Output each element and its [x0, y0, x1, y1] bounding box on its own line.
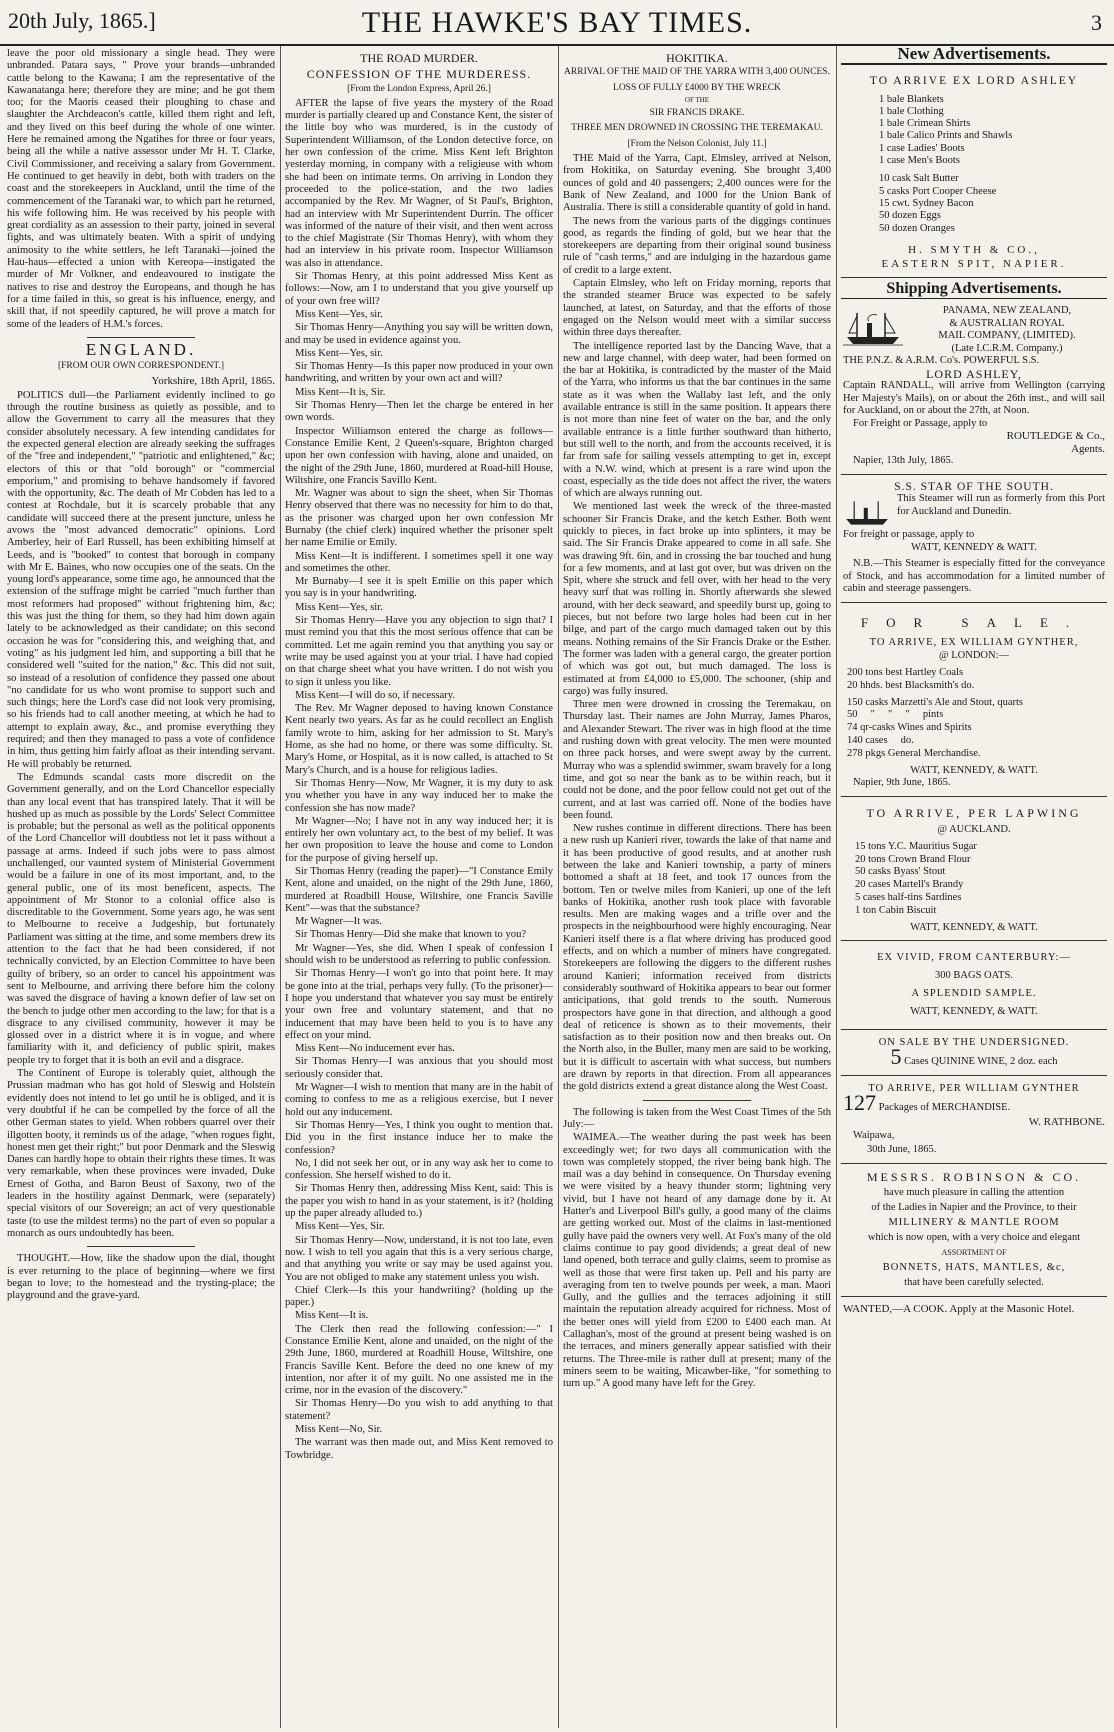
- article-paragraph: Sir Thomas Henry—Now, understand, it is not too late, even now. I wish to tell you again that this is a very serious charge, and that anything you write or say may be used against you. You are not obliged to make any statement unless you wish.: [285, 1234, 553, 1283]
- ad-item: 1 case Ladies' Boots: [879, 142, 965, 154]
- ad-body: Captain RANDALL, will arrive from Wellington (carrying Her Majesty's Mails), on or about the 26th inst., and will sail for Auckland, on or about the 27th, at Noon.: [843, 380, 1105, 417]
- ad-item: 20 tons Crown Brand Flour: [855, 853, 971, 865]
- article-subheading: LOSS OF FULLY £4000 BY THE WRECK: [613, 82, 781, 93]
- column-1: [4, 46, 278, 1728]
- ad-title: S.S. STAR OF THE SOUTH.: [894, 480, 1054, 493]
- ad-line: that have been carefully selected.: [904, 1277, 1044, 1289]
- article-paragraph: Mr Wagner—No; I have not in any way induced her; it is entirely her own voluntary act, to the best of my belief. It was her own proposition to leave the house and come to London for the purpose of giving herself up.: [285, 815, 553, 864]
- column-3: [560, 46, 834, 1728]
- ad-item: 74 qr-casks Wines and Spirits: [847, 722, 972, 734]
- article-paragraph: WAIMEA.—The weather during the past week has been exceedingly wet; for two days all communication with the town was completely stopped, the river being bank high. The mail was a day behind in consequence. On Thursday evening we were visited by a heavy thunder storm; lightning very vivid, but I have not heard of any damage done by it. At Hatter's and Liverpool Bill's gully, a good many of the claims are getting worked out. Most of the claims in last-mentioned gully have paid the owners very well. At Fox's many of the old claims continue to pay good dividends; a great deal of new land opened, both terrace and gully claims, seem to promise as well as those that were first taken up. Pell and his party are averaging from ten to twelve pounds per week, a man. Maori Gully, and the gullies and the terraces adjoining it still maintain the reputation already acquired for richness. Most of the better ones will yield from £200 to £400 each man. At Callaghan's, most of the ground at present being washed is on the terraces, and miners generally appear satisfied with their returns. The Three-mile is rather dull at present; many of the miners seem to be waiting, Micawber-like, "for something to turn up." A good many have left for the Grey.: [563, 1132, 831, 1390]
- column-rule: [280, 46, 281, 1728]
- ad-agent: WATT, KENNEDY, & WATT.: [910, 921, 1038, 933]
- ad-line: 300 BAGS OATS.: [935, 970, 1013, 982]
- article-paragraph: New rushes continue in different directions. There has been a new rush up Kanieri river, towards the lake of that name and it has been productive of good results, and at another rush between the lake and Kanieri township, a party of miners bottomed a shaft at 18 feet, and took 17 ounces from the bottom. Ten or twelve miles from Kanieri, up one of the left banks of Hokitika, another rush took place with favorable results. Men are making wages and a trifle over and the prospects in the neighbourhood were highly encouraging. Near Kanieri itself there is a flat where driving has produced good effects, and on which a number of miners have congregated. Storekeepers are following the diggers to the different rushes around Kanieri; information received from districts considerably southward of Hokitika appears to bear out former anticipations, that gold trends to the south. Numerous prospectors have gone in that direction, and although a good deal of reticence is shown as to their movements, their satisfaction as to their position now and then breaks out. On the North also, in the Buller, many men are said to be working, but it is difficult to ascertain with what success, but numbers are drawn by reports in that direction. From all appearances the gold districts extend a great distance along the West Coast.: [563, 823, 831, 1093]
- ad-panama-mail: [841, 299, 1107, 475]
- divider: [87, 337, 194, 338]
- ad-address: EASTERN SPIT, NAPIER.: [881, 257, 1067, 270]
- ad-item: 1 case Men's Boots: [879, 155, 960, 167]
- article-paragraph: Chief Clerk—Is this your handwriting? (holding up the paper.): [285, 1284, 553, 1309]
- ad-line: ASSORTMENT OF: [941, 1248, 1007, 1258]
- ad-item: 20 hhds. best Blacksmith's do.: [847, 679, 975, 691]
- article-paragraph: The Clerk then read the following confession:—" I Constance Emilie Kent, alone and unaided, on the night of the 29th June, 1860, murdered at Roadhill House, Wiltshire, one Francis Saville Kent. Before the deed no one knew of my intention, nor after it of my guilt. No one assisted me in the crime, nor in the evasion of the discovery.": [285, 1323, 553, 1397]
- ad-body: This Steamer will run as formerly from this Port for Auckland and Dunedin.: [897, 493, 1105, 517]
- column-rule: [558, 46, 559, 1728]
- ad-agent: ROUTLEDGE & Co.,: [1006, 430, 1105, 443]
- ad-title-line: PANAMA, NEW ZEALAND,: [942, 305, 1072, 317]
- article-paragraph: Sir Thomas Henry—Do you wish to add anything to that statement?: [285, 1398, 553, 1422]
- article-paragraph: Miss Kent—It is indifferent. I sometimes spell it one way and sometimes the other.: [285, 550, 553, 574]
- article-subheading: SIR FRANCIS DRAKE.: [649, 108, 745, 119]
- ad-item: 150 casks Marzetti's Ale and Stout, quarts: [847, 696, 1023, 708]
- ad-lord-ashley: [841, 65, 1107, 278]
- article-paragraph: Sir Thomas Henry—Then let the charge be entered in her own words.: [285, 400, 553, 424]
- ad-line: which is now open, with a very choice and elegant: [867, 1232, 1081, 1244]
- ad-date: Napier, 9th June, 1865.: [853, 777, 951, 789]
- ad-line: of the Ladies in Napier and the Province, to their: [871, 1202, 1077, 1214]
- article-paragraph: Sir Thomas Henry—Yes, I think you ought to mention that. Did you in the first instance induce her to make the confession?: [285, 1119, 553, 1156]
- article-heading: HOKITIKA.: [666, 51, 728, 65]
- ad-line: A SPLENDID SAMPLE.: [911, 988, 1037, 1000]
- article-paragraph: AFTER the lapse of five years the mystery of the Road murder is partially cleared up and Constance Kent, the sister of the little boy who was murdered, is in the custody of Superintendent Williamson, of the London detective force, on her own confession of the crime. Miss Kent left Brighton yesterday morning, in company with a religieuse with whom she had been on intimate terms. On arriving in London they proceeded to the police-station, and the two ladies accompanied by the Rev. Mr Wagner, of St Paul's, Brighton, had an interview with Mr Superintendent Durrin. The officer was informed of the nature of their visit, and then went across to the chief Magistrate (Sir Thomas Henry), with whom they had an interview in his private room. Inspector Williamson was also in attendance.: [285, 97, 553, 269]
- article-paragraph: Sir Thomas Henry (reading the paper)—"I Constance Emily Kent, alone and unaided, on the night of the 29th June, 1860, murdered at Roadbill House, Wiltshire, one Francis Saville Kent"—was that the substance?: [285, 866, 553, 914]
- divider: [87, 1246, 194, 1247]
- ad-title: TO ARRIVE EX LORD ASHLEY: [869, 75, 1079, 88]
- article-paragraph: Three men were drowned in crossing the Teremakau, on Thursday last. Their names are John Murray, James Pharos, and Alexander Stewart. The river was in high flood at the time and rushing down with great velocity. The men were mounted on three pack horses, and were swept away by the current. Murray who was a splendid swimmer, swam bravely for a long time, and got so near the bank as to be within reach, but it could not be done, and the poor fellow could not get out of the current, and at last was carried off. None of the bodies have been found.: [563, 699, 831, 821]
- article-paragraph: Mr Wagner—It was.: [295, 916, 382, 928]
- ad-title: EX VIVID, FROM CANTERBURY:—: [877, 952, 1071, 964]
- article-paragraph: leave the poor old missionary a single head. They were unbranded. Patara says, " Prove your brands—unbranded cattle belong to the Kawana; I am the representative of the Kawanatanga here; therefore they are mine; and he got them too; for the Maoris ceased their ploughing to chase and slaughter the Archdeacon's cattle, killed them right and left, and they lived on this beef during the whole of one winter. Here he remained among the Ngatihes for three or four years, being all the while a native assessor under Mr H. T. Clarke, Civil Commissioner, and receiving a salary from Government. He continued to get heavily in debt, both with traders on the coast and the storekeepers in Auckland, until the time of the commencement of the Taranaki war, to which part he returned, his wife following him. He was received by his people with great cordiality as an assession to their party, joined in several fights, and was ultimately beaten. With a spirit of undying animosity to the white settlers, he left Taranaki—joined the Hau-haus—effected a union with Kereopa—instigated the murder of Mr Volkner, and endeavoured to instigate the natives to rise and destroy the Europeans, and though he has for a time failed in this, so great is his influence, energy, and skill that, if not speedily captured, he will prove a match for some of the leaders of H.M.'s forces.: [7, 48, 275, 330]
- ad-subtitle: @ LONDON:—: [938, 650, 1010, 662]
- ad-item: 15 cwt. Sydney Bacon: [879, 197, 974, 209]
- ad-ship-name: LORD ASHLEY,: [926, 366, 1022, 381]
- section-heading-england: ENGLAND.: [85, 339, 197, 359]
- article-paragraph: Mr Wagner—Yes, she did. When I speak of confession I should wish to be understood as referring to public confession.: [285, 942, 553, 967]
- article-subheading: THREE MEN DROWNED IN CROSSING THE TEREMAKAU.: [571, 123, 823, 134]
- article-subheading: OF THE: [684, 95, 710, 104]
- column-rule: [836, 46, 837, 1728]
- ad-item: 1 bale Clothing: [879, 105, 944, 117]
- ad-agent: W. RATHBONE.: [1028, 1116, 1105, 1129]
- ad-lapwing: [841, 797, 1107, 941]
- ad-wanted-cook: WANTED,—A COOK. Apply at the Masonic Hotel.: [843, 1303, 1075, 1316]
- column-2: [282, 46, 556, 1728]
- article-paragraph: Sir Thomas Henry—Anything you say will be written down, and may be used in evidence against you.: [285, 322, 553, 346]
- page-number: 3: [1091, 10, 1102, 35]
- ad-agent: WATT, KENNEDY & WATT.: [911, 541, 1037, 553]
- ad-date: 30th June, 1865.: [867, 1144, 937, 1156]
- ad-item: 5 casks Port Cooper Cheese: [879, 185, 997, 197]
- ad-title: FOR SALE.: [860, 614, 1088, 630]
- ad-item-list: [843, 94, 1105, 168]
- article-paragraph: The intelligence reported last by the Dancing Wave, that a new and large channel, with deep water, had been formed on the bar at Hokitika, is contradicted by the master of the Maid of the Yarra, who informs us that the bar continues in the same state as it was when the Wallaby last left, and the only available entrance is still in the same position. It appears there is not more than nine feet of water on the bar, and the only available entrance is a little further southward than hitherto, but still well to the north, and from the accounts received, it is far from safe for sailing vessels attempting to get in, except with a N.W. wind, which at present is a rare wind upon the coast, especially as the tide does not affect the river, the waters of which are always running out.: [563, 340, 831, 500]
- ad-item: 1 ton Cabin Biscuit: [855, 904, 937, 916]
- ad-line: MILLINERY & MANTLE ROOM: [888, 1217, 1060, 1229]
- issue-date: 20th July, 1865.]: [8, 8, 156, 33]
- dateline: Yorkshire, 18th April, 1865.: [151, 375, 275, 388]
- ad-title: ON SALE BY THE UNDERSIGNED.: [878, 1037, 1070, 1049]
- article-paragraph: Sir Thomas Henry, at this point addressed Miss Kent as follows:—Now, am I to understand that you give yourself up of your own free will?: [285, 271, 553, 307]
- steamship-icon: [843, 495, 891, 527]
- article-paragraph: We mentioned last week the wreck of the three-masted schooner Sir Francis Drake, and the ketch Esther. Both went quickly to pieces, in fact broke up into splinters, it may be said. The Sir Francis Drake appeared to come in all safe. She was drawing 9ft. 6in, and in crossing the bar touched and hung for a few moments, and at last got over, but was driven on the Spit, where she struck and fell over, with her head to the very heavy surf that was rolling in. Shortly afterwards she slewed around, with her deck seaward, and speedily burst up, going to pieces, but not before two large holes had been cut in her bilge, and part of the cargo much damaged taken out by this means. Nothing remains of the Sir Francis Drake or the Esther. The former was laden with a general cargo, the greater portion of which was got out, but much damaged. The loss is estimated at from £4,000 to £5,000. The schooner, (ship and cargo) was fully insured.: [563, 501, 831, 697]
- article-paragraph: Miss Kent—Yes, sir.: [295, 347, 383, 359]
- ad-item: 1 bale Blankets: [879, 93, 944, 105]
- article-paragraph: Sir Thomas Henry—I won't go into that point here. It may be gone into at the trial, perhaps very fully. (To the prisoner)—I hope you understand that whatever you say must be entirely your own free and voluntary statement, and that no inducement that may have been held to you is to have any effect on your mind.: [285, 968, 553, 1041]
- ad-date: Napier, 13th July, 1865.: [853, 455, 954, 467]
- ad-item: 50 casks Byass' Stout: [855, 866, 946, 878]
- ad-item: 278 pkgs General Merchandise.: [847, 747, 981, 759]
- article-paragraph: Miss Kent—It is, Sir.: [295, 386, 386, 398]
- ad-item: 50 " " " pints: [847, 709, 944, 721]
- ad-william-gynther: [841, 1076, 1107, 1164]
- ad-title-line: & AUSTRALIAN ROYAL: [949, 317, 1065, 329]
- article-source: [From the Nelson Colonist, July 11.]: [627, 138, 767, 149]
- divider: [643, 1100, 750, 1101]
- ad-line: BONNETS, HATS, MANTLES, &c,: [882, 1262, 1066, 1274]
- ad-robinson-millinery: [841, 1164, 1107, 1297]
- ad-item-list: [843, 667, 1105, 693]
- article-subheading: CONFESSION OF THE MURDERESS.: [306, 67, 532, 82]
- ad-agent: WATT, KENNEDY, & WATT.: [910, 1006, 1038, 1018]
- ad-item-list: [843, 173, 1105, 234]
- ad-quantity: 5: [890, 1044, 902, 1070]
- ad-note: N.B.—This Steamer is especially fitted for the conveyance of Stock, and has accommodation for a limited number of cabin and steerage passengers.: [843, 558, 1105, 595]
- ad-item: 1 bale Calico Prints and Shawls: [879, 130, 1013, 142]
- ad-subtitle: @ AUCKLAND.: [937, 824, 1011, 836]
- article-paragraph: Sir Thomas Henry then, addressing Miss Kent, said: This is the paper you wish to hand in as your statement, is it? (holding up the paper already alluded to.): [285, 1183, 553, 1220]
- article-paragraph: Miss Kent—Yes, sir.: [295, 308, 383, 320]
- article-paragraph: Miss Kent—Yes, sir.: [295, 601, 383, 613]
- article-paragraph: The news from the various parts of the diggings continues good, as regards the finding of gold, but we hear that the storekeepers are departing from their original sound business rule of "cash terms," and are indulging in the hazardous game of credit to a large extent.: [563, 215, 831, 276]
- ad-line: THE P.N.Z. & A.R.M. Co's. POWERFUL S.S.: [843, 355, 1040, 367]
- ad-item: 50 dozen Eggs: [879, 210, 941, 222]
- article-paragraph: No, I did not seek her out, or in any way ask her to come to confession. She herself wished to do it.: [285, 1157, 553, 1182]
- article-paragraph: Sir Thomas Henry—Is this paper now produced in your own handwriting, and written by your own act and will?: [285, 361, 553, 385]
- shipping-advertisements-heading: Shipping Advertisements.: [841, 278, 1107, 299]
- ad-item: 20 cases Martell's Brandy: [855, 879, 964, 891]
- new-advertisements-heading: New Advertisements.: [841, 48, 1107, 65]
- article-paragraph: The Edmunds scandal casts more discredit on the Government generally, and on the Lord Chancellor especially than any local event that has transpired lately. That it will be hushed up as much as possible by the Lords' Select Committee is probable; but the personal as well as the political opponents of the Lord Chancellor will doubtless not let it pass without a passage at arms. Indeed if such jobs were to pass almost unchallenged, our vaunted system of Ministerial Government would be a failure in one of its most important, and, to the general public, one of its most beneficent, aspects. The appointment of Mr Stonor to a colonial office also is discreditable to the Government. Some years ago, he was sent to Melbourne to receive a Judgeship, but fortunately Parliament was sitting at the time, and some members drew its attention to the fact that he had been considered, if not technically convicted, by an Election Committee to have been guilty of bribery, so an order to cancel his appointment was sent to Melbourne, and arriving there before him the colony was saved the disgrace of having a known defier of law set on the bench to judge other men according to the law; for that is a disgrace to any civilised community, however it may be glossed over in a district where it is in vogue, and where familiarity with it, and deficiency of public spirit, makes people try to forget that it is both an evil and a disgrace.: [7, 771, 275, 1066]
- ad-item: 200 tons best Hartley Coals: [847, 667, 964, 679]
- newspaper-title: THE HAWKE'S BAY TIMES.: [361, 6, 753, 39]
- ad-title: TO ARRIVE, PER LAPWING: [866, 806, 1082, 821]
- article-paragraph: Miss Kent—Yes, Sir.: [295, 1221, 385, 1233]
- article-paragraph: POLITICS dull—the Parliament evidently inclined to go through the routine business as quietly as possible, and to allow the Government to carry all the measures that they consider absolutely necessary. A few intending candidates for the expected general election are already seeking the suffrages of the "free and independent," "patriotic and enlightened," &c; electors of this or that "old borough" or "commercial emporium," and promising to behave handsomely if favored with the opportunity, &c. The death of Mr Cobden has led to a contest at Rochdale, but it is scarcely probable that any candidate will succeed there at the present juncture, unless he avows the "most advanced democratic" opinions. Lord Amberley, heir of Earl Russell, has been exhibiting himself at Leeds, and is "booked" to contest that borough in company with Mr E. Baines, who now occupies one of the seats. On the young lord's appearance, some time ago, he announced that the extension of the suffrage might be carried "much further than most reformers had proposed" without frightening him, &c; this was just the thing for them, so they had him down again lately to be acknowledged as their candidate; on this second occasion he was for "considering this, and weighing that, and voting" as his judgment led him, and supporting a bill that he considered well "suited for the nation," &c. This did not suit, so instead of a resolution of confidence they passed one about "no candidate for us who wont promise to support such and such things; here the Lord's case did not look very promising, so his friends had to call another meeting, at which he had to attempt to explain away, &c., and promise everything they required; and then they managed to pass a vote of confidence in him, thus getting him fairly afloat as their intending servant. He will probably be returned.: [7, 389, 275, 770]
- ad-item: 10 cask Salt Butter: [879, 173, 959, 185]
- ad-line: Packages of MERCHANDISE.: [878, 1102, 1011, 1114]
- ad-item: 5 cases half-tins Sardines: [855, 892, 962, 903]
- ad-subtitle: TO ARRIVE, EX WILLIAM GYNTHER,: [869, 637, 1079, 649]
- article-source: [From the London Express, April 26.]: [347, 83, 491, 94]
- ad-item: 140 cases do.: [847, 735, 914, 747]
- article-paragraph: Sir Thomas Henry—Did she make that known to you?: [295, 929, 527, 941]
- article-paragraph: Sir Thomas Henry—I was anxious that you should most seriously consider that.: [285, 1056, 553, 1080]
- article-paragraph: Mr Wagner—I wish to mention that many are in the habit of coming to confess to me as a religious exercise, but I never hold out any inducement.: [285, 1082, 553, 1118]
- ad-place: Waipawa,: [853, 1130, 895, 1142]
- article-subheading: ARRIVAL OF THE MAID OF THE YARRA WITH 3,400 OUNCES.: [564, 67, 830, 78]
- ad-item: 15 tons Y.C. Mauritius Sugar: [855, 840, 977, 852]
- article-paragraph: The Rev. Mr Wagner deposed to having known Constance Kent nearly two years. As far as he could recollect an English family wrote to him, asking for her admission to St. Mary's Home, as she had no home, or there was some difficulty. St. Mary's Home, or Hospital, as it is now called, is attached to St Mary's Church, and is a house for religious ladies.: [285, 703, 553, 776]
- article-paragraph: The Continent of Europe is tolerably quiet, although the Prussian madman who has got hold of Sleswig and Holstein evidently does not intend to let go until he is obliged, and it is very doubtful if he can be compelled by the force of all the other German states to yield. When robbers quarrel over their illgotten booty, it reminds us of the adage, "when rogues fight, honest men get their right;" but poor Denmark and the Sleswig Danes can hardly hope to obtain their rights these times. It was very remarkable, when these provinces were invaded, Duke Ernest of Gotha, and Baron Beust of Saxony, two of the leaders in the hostility against Denmark, were (separately) special visitors of our Sovereign; an act of very questionable taste (to use the mildest terms) no the part of even so popular a monarch as ours undoubtedly has been.: [7, 1068, 275, 1239]
- ad-item-list: [843, 697, 1105, 761]
- ad-title-line: MAIL COMPANY, (LIMITED).: [938, 330, 1076, 342]
- ad-signature: H. SMYTH & CO.,: [908, 243, 1040, 256]
- ad-title: TO ARRIVE, PER WILLIAM GYNTHER: [868, 1083, 1080, 1095]
- ad-ex-vivid: [841, 941, 1107, 1030]
- article-paragraph: Mr. Wagner was about to sign the sheet, when Sir Thomas Henry observed that there was no necessity for him to do that, as the prisoner was charged upon her own confession Mr Burnaby (the chief clerk) inquired whether the prisoner spelt her name Emilie or Emily.: [285, 488, 553, 549]
- article-paragraph: Inspector Williamson entered the charge as follows—Constance Emilie Kent, 2 Queen's-square, Brighton charged upon her own confession with having, alone and unaided, on the night of the 29th June, 1860, murdered at Road-hill House, Wiltshire, one Francis Savillo Kent.: [285, 425, 553, 486]
- article-heading: THE ROAD MURDER.: [360, 51, 478, 65]
- article-paragraph: Miss Kent—No inducement ever has.: [295, 1043, 455, 1055]
- ad-title-line: (Late I.C.R.M. Company.): [951, 342, 1063, 354]
- column-4-advertisements: [838, 46, 1110, 1728]
- ad-line: have much pleasure in calling the attention: [883, 1187, 1065, 1199]
- masthead: [0, 0, 1114, 46]
- ad-star-of-the-south: [841, 475, 1107, 603]
- article-paragraph: The following is taken from the West Coast Times of the 5th July:—: [563, 1106, 831, 1130]
- ad-item: 1 bale Crimean Shirts: [879, 118, 971, 130]
- ad-line: For freight or passage, apply to: [843, 529, 975, 541]
- ad-agent: WATT, KENNEDY, & WATT.: [910, 764, 1038, 776]
- article-paragraph: Miss Kent—No, Sir.: [295, 1424, 383, 1436]
- ad-agent: Agents.: [1071, 442, 1105, 455]
- article-paragraph: THOUGHT.—How, like the shadow upon the dial, thought is ever returning to the place of beginning—where we first began to love; to the homestead and the trysting-place; the playground and the grave-yard.: [7, 1253, 275, 1302]
- article-paragraph: The warrant was then made out, and Miss Kent removed to Towbridge.: [285, 1437, 553, 1461]
- article-paragraph: THE Maid of the Yarra, Capt. Elmsley, arrived at Nelson, from Hokitika, on Saturday evening. She brought 3,400 ounces of gold and 40 passengers; 2,400 ounces were for the Bank of New Zealand, and 1000 for the Union Bank of Australia. There is still a considerable quantity of gold in hand.: [563, 153, 831, 214]
- article-paragraph: Sir Thomas Henry—Now, Mr Wagner, it is my duty to ask you whether you have in any way induced her to make the confession she has now made?: [285, 777, 553, 814]
- ad-item-list: [843, 841, 1105, 918]
- article-paragraph: Mr Burnaby—I see it is spelt Emilie on this paper which you say is in your handwriting.: [285, 576, 553, 600]
- ad-item: 50 dozen Oranges: [879, 222, 955, 234]
- correspondent-note: [FROM OUR OWN CORRESPONDENT.]: [57, 361, 225, 372]
- ad-title: MESSRS. ROBINSON & CO.: [866, 1170, 1082, 1185]
- article-paragraph: Miss Kent—I will do so, if necessary.: [295, 689, 455, 701]
- ad-line: Cases QUININE WINE, 2 doz. each: [904, 1056, 1058, 1068]
- article-paragraph: Miss Kent—It is.: [295, 1310, 369, 1322]
- ad-line: For Freight or Passage, apply to: [853, 417, 988, 429]
- steamship-icon: [843, 307, 903, 347]
- ad-quantity: 127: [843, 1090, 876, 1116]
- ad-for-sale: [841, 603, 1107, 798]
- ad-quinine-wine: [841, 1030, 1107, 1076]
- article-paragraph: Sir Thomas Henry—Have you any objection to sign that? I must remind you that this the most serious offence that can be committed. Let me again remind you that anything you say or write may be used against you at your trial. I have had copied on that charge sheet what you have written. I do not wish you to sign it unless you like.: [285, 615, 553, 688]
- article-paragraph: Captain Elmsley, who left on Friday morning, reports that the stranded steamer Bruce was expected to be safely launched, at latest, on Saturday, and that the efforts of those engaged on the Nelson would meet with a similar success within three days thereafter.: [563, 278, 831, 339]
